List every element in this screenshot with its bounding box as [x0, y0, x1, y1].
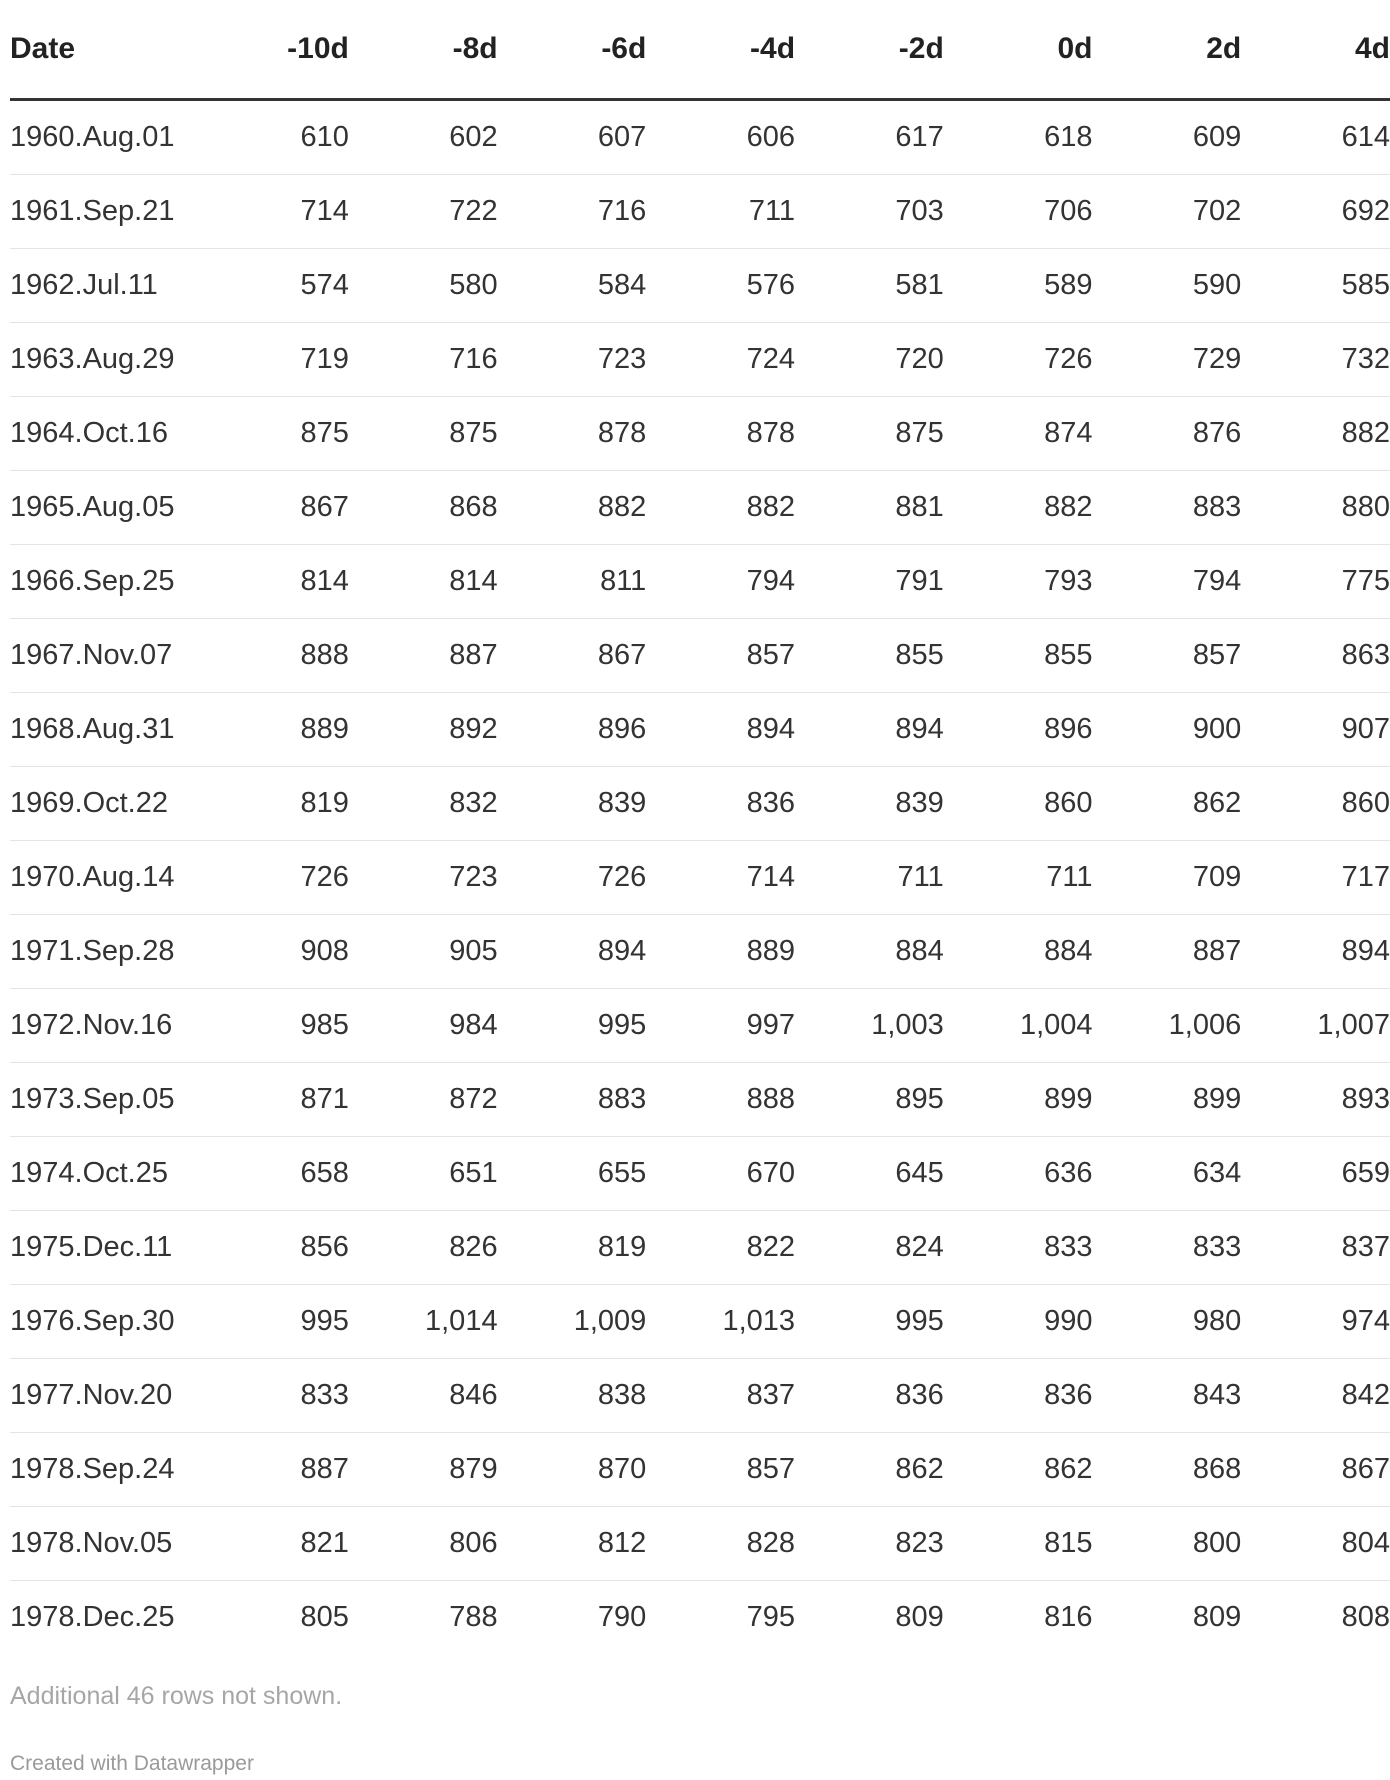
- table-row: [10, 323, 1390, 397]
- value-cell: 862: [944, 1433, 1093, 1507]
- value-cell: 875: [795, 397, 944, 471]
- value-cell: 878: [498, 397, 647, 471]
- value-cell: 876: [1093, 397, 1242, 471]
- value-cell: 580: [349, 249, 498, 323]
- value-cell: 793: [944, 545, 1093, 619]
- value-cell: 836: [944, 1359, 1093, 1433]
- value-cell: 838: [498, 1359, 647, 1433]
- value-cell: 823: [795, 1507, 944, 1581]
- value-cell: 584: [498, 249, 647, 323]
- value-cell: 862: [795, 1433, 944, 1507]
- value-cell: 857: [646, 619, 795, 693]
- header-row: [10, 0, 1390, 100]
- value-cell: 819: [498, 1211, 647, 1285]
- value-cell: 610: [200, 100, 349, 175]
- row-date-cell: 1960.Aug.01: [10, 100, 200, 175]
- value-cell: 788: [449, 1601, 498, 1633]
- column-header-minus-6d: -6d: [498, 0, 647, 100]
- value-cell: 905: [349, 915, 498, 989]
- value-cell: 857: [1093, 619, 1242, 693]
- value-cell: 716: [498, 175, 647, 249]
- value-cell: 889: [646, 915, 795, 989]
- value-cell: 726: [498, 841, 647, 915]
- table-row: [10, 100, 1390, 175]
- value-cell: 590: [1093, 249, 1242, 323]
- column-header-4d: 4d: [1241, 0, 1390, 100]
- table-row: [10, 693, 1390, 767]
- value-cell: 722: [349, 175, 498, 249]
- row-date-cell: 1972.Nov.16: [10, 989, 200, 1063]
- value-cell: 862: [1093, 767, 1242, 841]
- value-cell: 706: [944, 175, 1093, 249]
- value-cell: 711: [944, 841, 1093, 915]
- value-cell: 880: [1241, 471, 1390, 545]
- table-row: [10, 545, 1390, 619]
- value-cell: 879: [349, 1433, 498, 1507]
- value-cell: 809: [1192, 1601, 1242, 1633]
- value-cell: 893: [1241, 1063, 1390, 1137]
- value-cell: 724: [646, 323, 795, 397]
- value-cell: 775: [1241, 545, 1390, 619]
- value-cell: 790: [597, 1601, 647, 1633]
- value-cell: 711: [646, 175, 795, 249]
- value-cell: 576: [646, 249, 795, 323]
- row-date-cell: 1969.Oct.22: [10, 767, 200, 841]
- value-cell: 883: [498, 1063, 647, 1137]
- value-cell: 1,003: [795, 989, 944, 1063]
- table-viewport[interactable]: [10, 0, 1390, 1690]
- value-cell: 997: [646, 989, 795, 1063]
- row-date-cell: 1967.Nov.07: [10, 619, 200, 693]
- value-cell: 974: [1241, 1285, 1390, 1359]
- value-cell: 794: [1093, 545, 1242, 619]
- value-cell: 791: [795, 545, 944, 619]
- table-row: [10, 1359, 1390, 1433]
- value-cell: 585: [1241, 249, 1390, 323]
- value-cell: 832: [349, 767, 498, 841]
- value-cell: 1,007: [1241, 989, 1390, 1063]
- value-cell: 857: [646, 1433, 795, 1507]
- value-cell: 872: [349, 1063, 498, 1137]
- column-header-minus-8d: -8d: [349, 0, 498, 100]
- value-cell: 985: [200, 989, 349, 1063]
- value-cell: 899: [1093, 1063, 1242, 1137]
- value-cell: 867: [498, 619, 647, 693]
- value-cell: 655: [498, 1137, 647, 1211]
- value-cell: 729: [1093, 323, 1242, 397]
- value-cell: 881: [795, 471, 944, 545]
- value-cell: 806: [349, 1507, 498, 1581]
- table-row: [10, 1507, 1390, 1581]
- value-cell: 719: [200, 323, 349, 397]
- value-cell: 836: [646, 767, 795, 841]
- row-date-cell: 1964.Oct.16: [10, 397, 200, 471]
- value-cell: 1,004: [944, 989, 1093, 1063]
- value-cell: 875: [349, 397, 498, 471]
- table-row: [10, 249, 1390, 323]
- table-body: [10, 100, 1390, 1655]
- value-cell: 842: [1241, 1359, 1390, 1433]
- row-date-cell: 1968.Aug.31: [10, 693, 200, 767]
- value-cell: 882: [498, 471, 647, 545]
- value-cell: 884: [795, 915, 944, 989]
- value-cell: 995: [498, 989, 647, 1063]
- row-date-cell: 1978.Sep.24: [10, 1433, 200, 1507]
- value-cell: 816: [1044, 1601, 1093, 1633]
- table-row: [10, 471, 1390, 545]
- credit-link[interactable]: Created with Datawrapper: [10, 1752, 254, 1775]
- value-cell: 720: [795, 323, 944, 397]
- value-cell: 645: [795, 1137, 944, 1211]
- value-cell: 874: [944, 397, 1093, 471]
- table-row: [10, 397, 1390, 471]
- value-cell: 828: [646, 1507, 795, 1581]
- value-cell: 814: [349, 545, 498, 619]
- row-date-cell: 1962.Jul.11: [10, 249, 200, 323]
- row-date-cell: 1961.Sep.21: [10, 175, 200, 249]
- footnote: Additional 46 rows not shown.: [10, 1682, 343, 1710]
- value-cell: 833: [200, 1359, 349, 1433]
- value-cell: 894: [646, 693, 795, 767]
- row-date-cell: 1975.Dec.11: [10, 1211, 200, 1285]
- table-row: [10, 841, 1390, 915]
- value-cell: 833: [944, 1211, 1093, 1285]
- value-cell: 868: [349, 471, 498, 545]
- value-cell: 860: [1241, 767, 1390, 841]
- value-cell: 614: [1241, 100, 1390, 175]
- value-cell: 878: [646, 397, 795, 471]
- row-date-cell: 1978.Dec.25: [10, 1601, 175, 1633]
- value-cell: 980: [1093, 1285, 1242, 1359]
- value-cell: 815: [944, 1507, 1093, 1581]
- value-cell: 837: [1241, 1211, 1390, 1285]
- value-cell: 607: [498, 100, 647, 175]
- value-cell: 618: [944, 100, 1093, 175]
- table-row: [10, 619, 1390, 693]
- value-cell: 871: [200, 1063, 349, 1137]
- value-cell: 692: [1241, 175, 1390, 249]
- table-row: [10, 989, 1390, 1063]
- table-row: [10, 1581, 1390, 1655]
- value-cell: 636: [944, 1137, 1093, 1211]
- value-cell: 895: [795, 1063, 944, 1137]
- value-cell: 659: [1241, 1137, 1390, 1211]
- value-cell: 609: [1093, 100, 1242, 175]
- row-date-cell: 1974.Oct.25: [10, 1137, 200, 1211]
- value-cell: 634: [1093, 1137, 1242, 1211]
- value-cell: 709: [1093, 841, 1242, 915]
- row-date-cell: 1966.Sep.25: [10, 545, 200, 619]
- value-cell: 794: [646, 545, 795, 619]
- row-date-cell: 1965.Aug.05: [10, 471, 200, 545]
- value-cell: 1,006: [1093, 989, 1242, 1063]
- value-cell: 814: [200, 545, 349, 619]
- value-cell: 809: [895, 1601, 944, 1633]
- table-row: [10, 1137, 1390, 1211]
- value-cell: 907: [1241, 693, 1390, 767]
- value-cell: 892: [349, 693, 498, 767]
- value-cell: 846: [349, 1359, 498, 1433]
- value-cell: 808: [1341, 1601, 1390, 1633]
- table-row: [10, 915, 1390, 989]
- value-cell: 888: [200, 619, 349, 693]
- value-cell: 822: [646, 1211, 795, 1285]
- value-cell: 894: [498, 915, 647, 989]
- value-cell: 839: [498, 767, 647, 841]
- value-cell: 658: [200, 1137, 349, 1211]
- value-cell: 894: [1241, 915, 1390, 989]
- value-cell: 805: [300, 1601, 349, 1633]
- value-cell: 732: [1241, 323, 1390, 397]
- value-cell: 819: [200, 767, 349, 841]
- value-cell: 868: [1093, 1433, 1242, 1507]
- row-date-cell: 1963.Aug.29: [10, 323, 200, 397]
- value-cell: 574: [200, 249, 349, 323]
- table-row: [10, 1433, 1390, 1507]
- value-cell: 899: [944, 1063, 1093, 1137]
- row-date-cell: 1970.Aug.14: [10, 841, 200, 915]
- value-cell: 702: [1093, 175, 1242, 249]
- value-cell: 984: [349, 989, 498, 1063]
- value-cell: 995: [200, 1285, 349, 1359]
- value-cell: 714: [200, 175, 349, 249]
- value-cell: 867: [200, 471, 349, 545]
- value-cell: 860: [944, 767, 1093, 841]
- value-cell: 837: [646, 1359, 795, 1433]
- value-cell: 863: [1241, 619, 1390, 693]
- value-cell: 824: [795, 1211, 944, 1285]
- value-cell: 723: [498, 323, 647, 397]
- value-cell: 882: [646, 471, 795, 545]
- value-cell: 875: [200, 397, 349, 471]
- data-table: [10, 0, 1390, 1654]
- column-header-minus-10d: -10d: [200, 0, 349, 100]
- value-cell: 839: [795, 767, 944, 841]
- row-date-cell: 1978.Nov.05: [10, 1507, 200, 1581]
- value-cell: 867: [1241, 1433, 1390, 1507]
- value-cell: 714: [646, 841, 795, 915]
- value-cell: 896: [498, 693, 647, 767]
- value-cell: 888: [646, 1063, 795, 1137]
- value-cell: 602: [349, 100, 498, 175]
- value-cell: 716: [349, 323, 498, 397]
- value-cell: 833: [1093, 1211, 1242, 1285]
- value-cell: 894: [795, 693, 944, 767]
- value-cell: 717: [1241, 841, 1390, 915]
- value-cell: 1,014: [349, 1285, 498, 1359]
- table-row: [10, 1063, 1390, 1137]
- row-date-cell: 1976.Sep.30: [10, 1285, 200, 1359]
- value-cell: 800: [1093, 1507, 1242, 1581]
- value-cell: 908: [200, 915, 349, 989]
- column-header-minus-2d: -2d: [795, 0, 944, 100]
- value-cell: 617: [795, 100, 944, 175]
- value-cell: 896: [944, 693, 1093, 767]
- value-cell: 1,009: [498, 1285, 647, 1359]
- value-cell: 882: [1241, 397, 1390, 471]
- value-cell: 870: [498, 1433, 647, 1507]
- column-header-0d: 0d: [944, 0, 1093, 100]
- value-cell: 795: [746, 1601, 796, 1633]
- column-header-date: Date: [10, 0, 200, 100]
- value-cell: 836: [795, 1359, 944, 1433]
- table-row: [10, 1285, 1390, 1359]
- value-cell: 670: [646, 1137, 795, 1211]
- value-cell: 821: [200, 1507, 349, 1581]
- value-cell: 889: [200, 693, 349, 767]
- value-cell: 812: [498, 1507, 647, 1581]
- column-header-minus-4d: -4d: [646, 0, 795, 100]
- value-cell: 995: [795, 1285, 944, 1359]
- value-cell: 826: [349, 1211, 498, 1285]
- value-cell: 723: [349, 841, 498, 915]
- table-row: [10, 767, 1390, 841]
- value-cell: 887: [200, 1433, 349, 1507]
- value-cell: 726: [944, 323, 1093, 397]
- value-cell: 855: [795, 619, 944, 693]
- value-cell: 703: [795, 175, 944, 249]
- table-row: [10, 1211, 1390, 1285]
- row-date-cell: 1977.Nov.20: [10, 1359, 200, 1433]
- value-cell: 887: [1093, 915, 1242, 989]
- value-cell: 804: [1241, 1507, 1390, 1581]
- value-cell: 589: [944, 249, 1093, 323]
- value-cell: 884: [944, 915, 1093, 989]
- value-cell: 843: [1093, 1359, 1242, 1433]
- value-cell: 900: [1093, 693, 1242, 767]
- value-cell: 883: [1093, 471, 1242, 545]
- value-cell: 811: [498, 545, 647, 619]
- value-cell: 1,013: [646, 1285, 795, 1359]
- table-row: [10, 175, 1390, 249]
- value-cell: 651: [349, 1137, 498, 1211]
- column-header-2d: 2d: [1093, 0, 1242, 100]
- row-date-cell: 1971.Sep.28: [10, 915, 200, 989]
- value-cell: 726: [200, 841, 349, 915]
- value-cell: 606: [646, 100, 795, 175]
- value-cell: 581: [795, 249, 944, 323]
- value-cell: 887: [349, 619, 498, 693]
- value-cell: 856: [200, 1211, 349, 1285]
- row-date-cell: 1973.Sep.05: [10, 1063, 200, 1137]
- value-cell: 882: [944, 471, 1093, 545]
- value-cell: 711: [795, 841, 944, 915]
- value-cell: 855: [944, 619, 1093, 693]
- value-cell: 990: [944, 1285, 1093, 1359]
